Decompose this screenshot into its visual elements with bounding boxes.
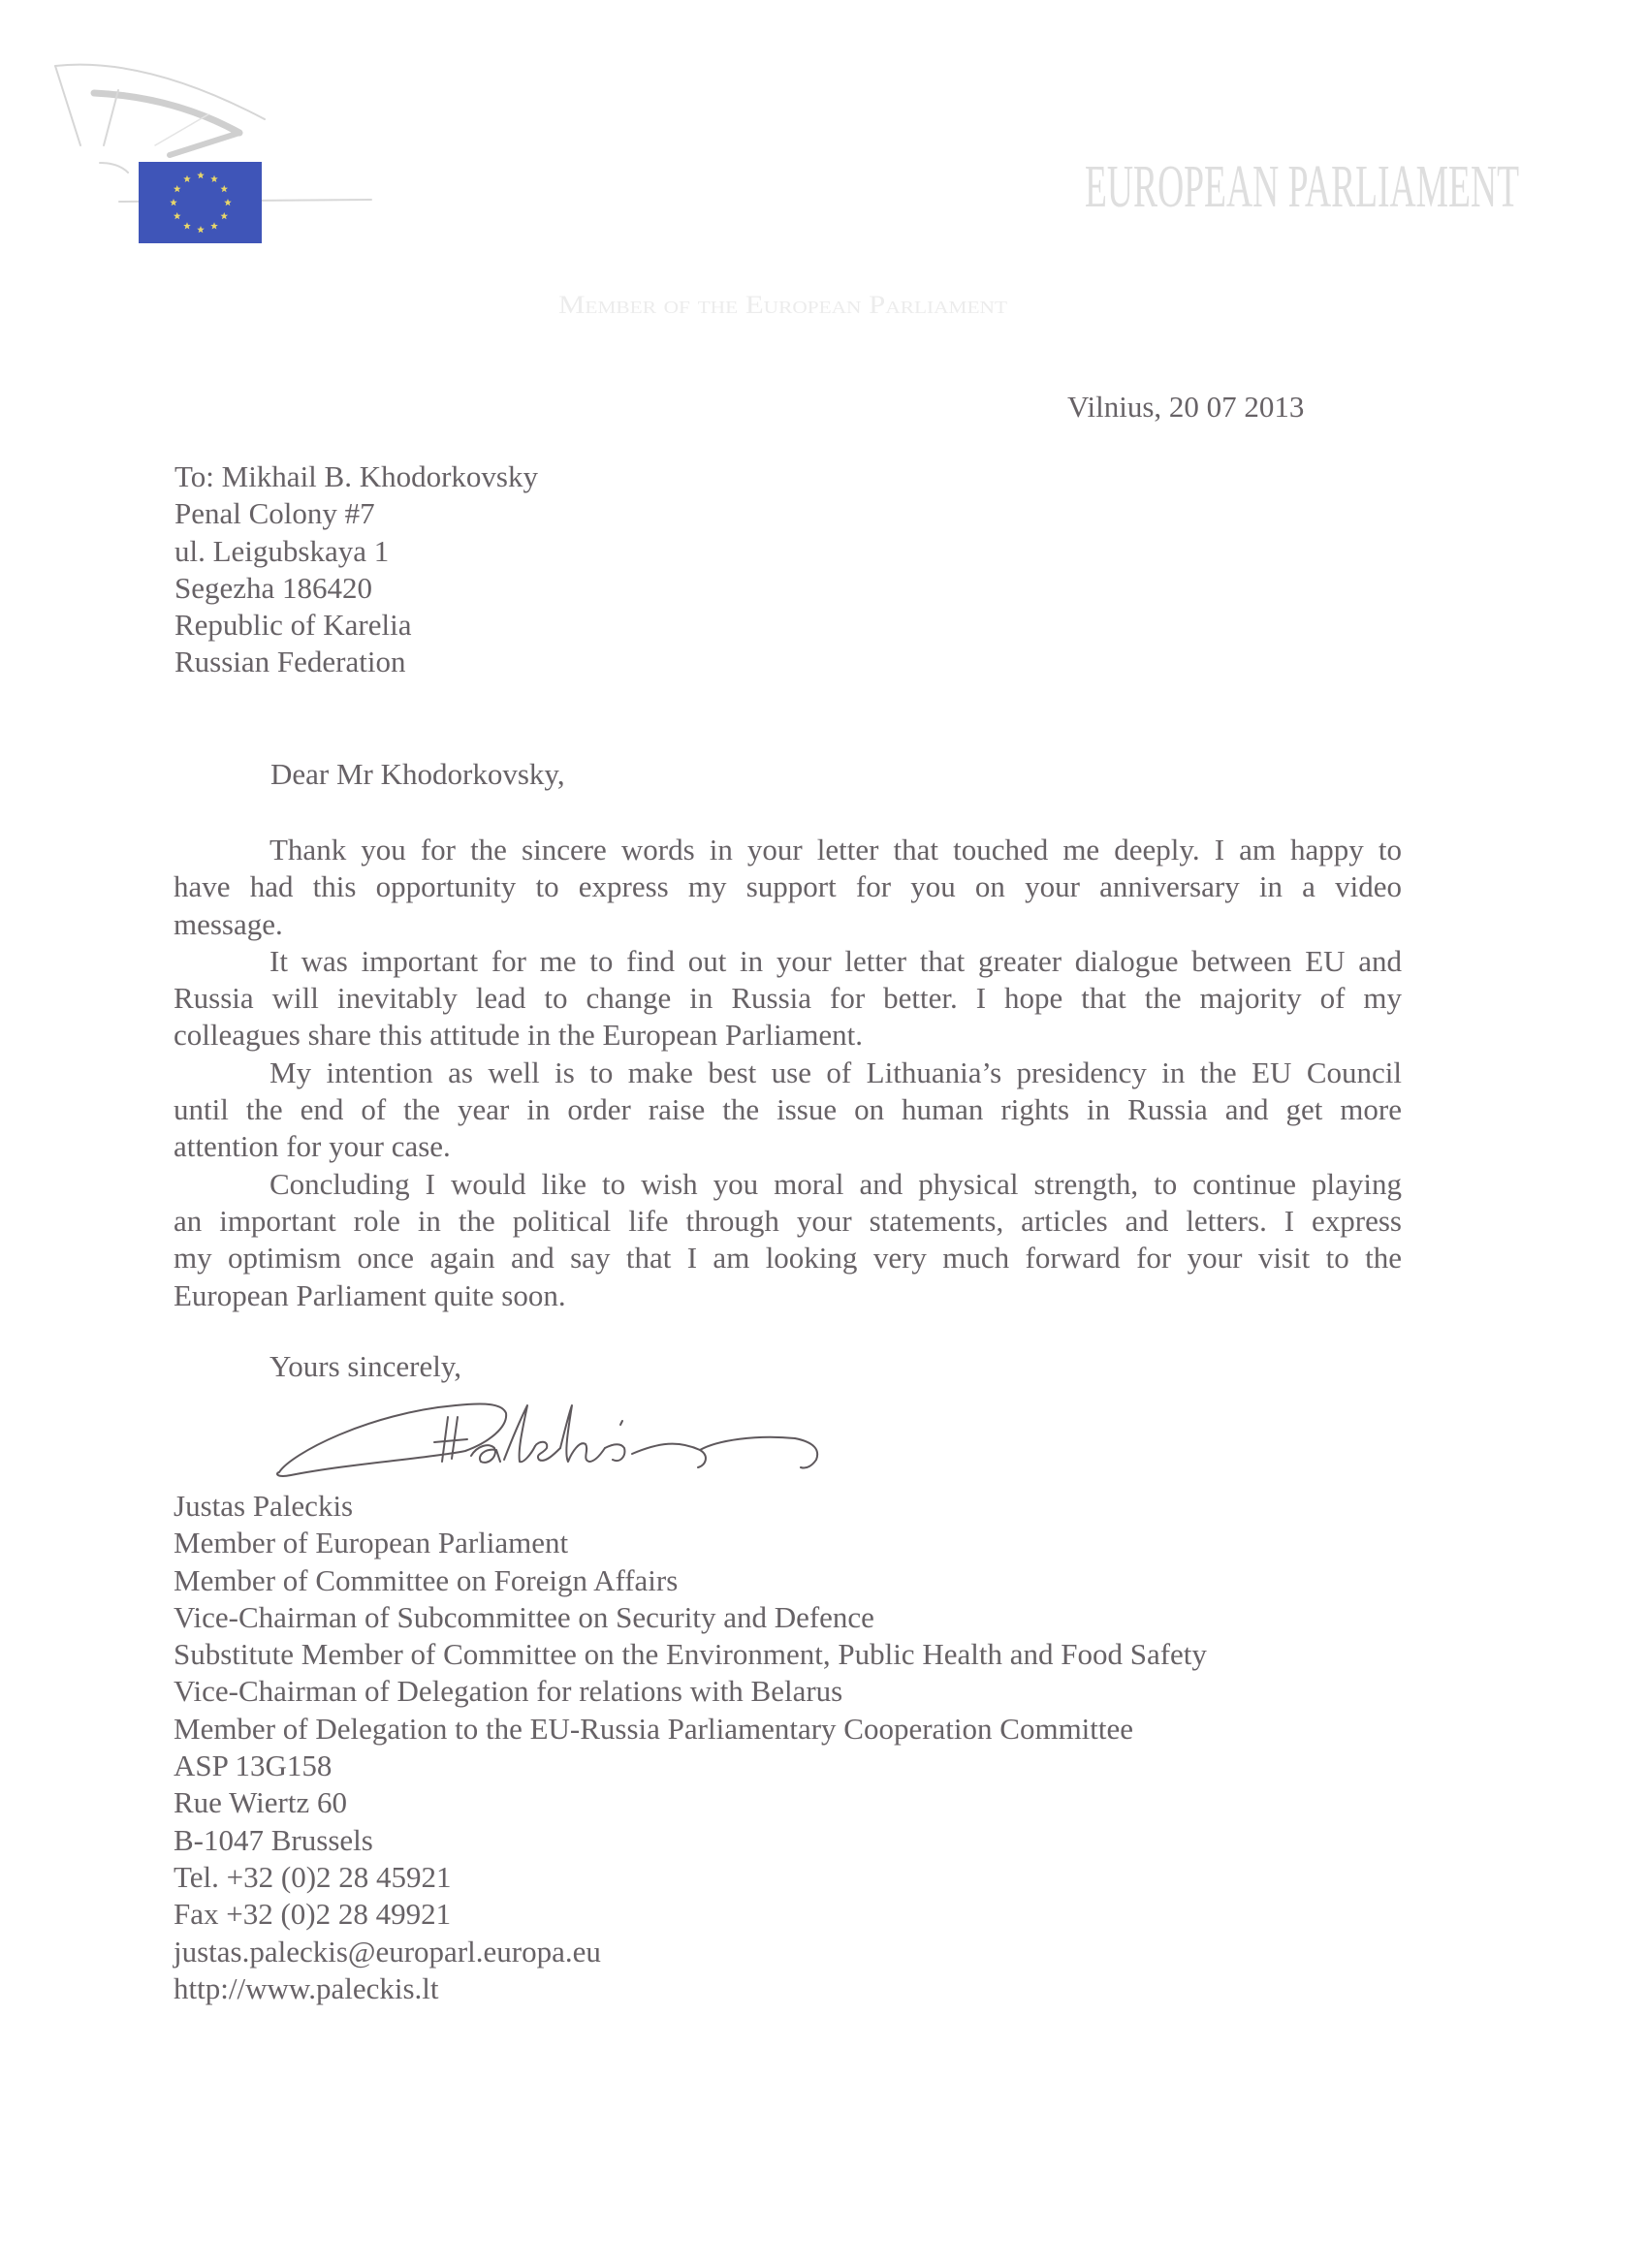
address-line: Russian Federation — [174, 645, 406, 679]
sender-phone: Tel. +32 (0)2 28 45921 — [174, 1859, 452, 1894]
body-line: message. — [174, 906, 283, 941]
address-line: Penal Colony #7 — [174, 496, 375, 531]
body-line: Concluding I would like to wish you moral and physical strength, to continue playing — [269, 1166, 1402, 1201]
handwritten-signature — [262, 1388, 843, 1485]
european-parliament-logo — [0, 0, 407, 262]
body-line: until the end of the year in order raise the issue on human rights in Russia and get more — [174, 1092, 1402, 1127]
sender-role: Vice-Chairman of Subcommittee on Security and Defence — [174, 1599, 874, 1634]
body-line: My intention as well is to make best use of Lithuania’s presidency in the EU Council — [269, 1055, 1402, 1089]
body-line: Russia will inevitably lead to change in Russia for better. I hope that the majority of my — [174, 981, 1402, 1016]
salutation: Dear Mr Khodorkovsky, — [270, 757, 565, 791]
sender-office: ASP 13G158 — [174, 1748, 333, 1783]
letterhead-title — [1066, 145, 1551, 223]
body-line: have had this opportunity to express my support for you on your anniversary in a video — [174, 869, 1402, 904]
sender-role: Member of Delegation to the EU-Russia Parliamentary Cooperation Committee — [174, 1711, 1134, 1746]
sender-role: Member of European Parliament — [174, 1526, 569, 1560]
member-subtitle: Member of the European Parliament — [558, 291, 1007, 319]
sender-name: Justas Paleckis — [174, 1489, 354, 1523]
address-line: Segezha 186420 — [174, 570, 373, 605]
eu-flag-icon — [139, 162, 262, 243]
institution-name: EUROPEAN PARLIAMENT — [1085, 154, 1519, 220]
sender-website-link[interactable]: http://www.paleckis.lt — [174, 1970, 439, 2005]
letter-body — [174, 832, 1402, 1314]
body-line: Thank you for the sincere words in your letter that touched me deeply. I am happy to — [269, 833, 1402, 866]
letter-date: Vilnius, 20 07 2013 — [1067, 390, 1305, 424]
body-line: attention for your case. — [174, 1129, 451, 1164]
sender-details — [174, 1488, 1207, 2007]
sender-street: Rue Wiertz 60 — [174, 1785, 347, 1820]
body-line: an important role in the political life through your statements, articles and letters. I express — [174, 1203, 1402, 1238]
sender-city: B-1047 Brussels — [174, 1822, 373, 1857]
recipient-address — [174, 458, 538, 681]
address-line: ul. Leigubskaya 1 — [174, 533, 390, 568]
sender-role: Member of Committee on Foreign Affairs — [174, 1562, 679, 1597]
letterhead-subtitle — [543, 283, 1028, 322]
body-line: colleagues share this attitude in the European Parliament. — [174, 1018, 864, 1053]
closing: Yours sincerely, — [269, 1349, 462, 1383]
address-line: To: Mikhail B. Khodorkovsky — [174, 459, 538, 493]
body-line: European Parliament quite soon. — [174, 1277, 566, 1312]
sender-role: Substitute Member of Committee on the Environment, Public Health and Food Safety — [174, 1637, 1207, 1672]
address-line: Republic of Karelia — [174, 608, 412, 643]
body-line: my optimism once again and say that I am looking very much forward for your visit to the — [174, 1241, 1402, 1276]
sender-fax: Fax +32 (0)2 28 49921 — [174, 1897, 452, 1932]
body-line: It was important for me to find out in your letter that greater dialogue between EU and — [269, 943, 1402, 978]
sender-email-link[interactable]: justas.paleckis@europarl.europa.eu — [174, 1934, 601, 1969]
sender-role: Vice-Chairman of Delegation for relations with Belarus — [174, 1674, 843, 1709]
